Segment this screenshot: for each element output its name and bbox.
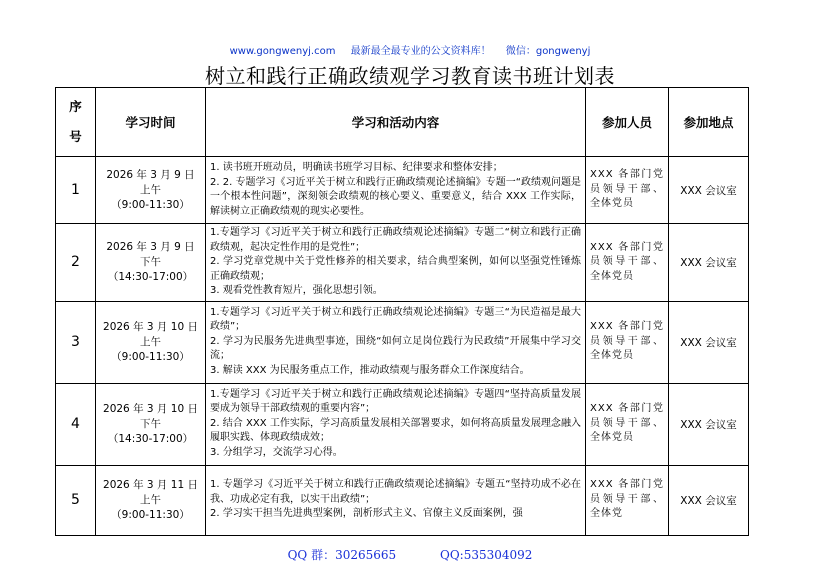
row-time-period: 上午 — [140, 183, 161, 196]
row-time-date: 2026 年 3 月 9 日 — [106, 240, 195, 253]
content-line: 2. 学习实干担当先进典型案例，剖析形式主义、官僚主义反面案例，强 — [210, 508, 523, 520]
row-participants: XXX 各部门党员领导干部、全体党员 — [586, 157, 669, 224]
qq-number: QQ:535304092 — [439, 548, 533, 562]
content-line: 1.专题学习《习近平关于树立和践行正确政绩观论述摘编》专题四“坚持高质量发展要成为领导干部政绩观的重要内容”； — [210, 388, 581, 415]
content-line: 1. 专题学习《习近平关于树立和践行正确政绩观论述摘编》专题五“坚持功成不必在我、功成必定有我，以实干出政绩”； — [210, 479, 581, 505]
content-line: 2. 2. 专题学习《习近平关于树立和践行正确政绩观论述摘编》专题一“政绩观问题是一个根本性问题”，深刻领会政绩观的核心要义、重要意义，结合 XXX 工作实际，解读树立正确政绩观的现实必要性。 — [210, 176, 581, 217]
row-time-hours: （14:30-17:00） — [107, 432, 194, 445]
table-row — [56, 465, 749, 535]
row-time-period: 上午 — [140, 493, 161, 506]
content-line: 1.专题学习《习近平关于树立和践行正确政绩观论述摘编》专题二“树立和践行正确政绩观，起决定性作用的是党性”； — [210, 227, 581, 253]
qq-group: QQ 群：30265665 — [287, 548, 397, 562]
row-content — [206, 383, 586, 465]
row-seq: 3 — [56, 301, 96, 383]
row-time-period: 上午 — [140, 335, 161, 348]
site-slogan: 最新最全最专业的公文资料库！ — [350, 46, 491, 57]
row-content — [206, 465, 586, 535]
row-participants: XXX 各部门党员领导干部、全体党 — [586, 465, 669, 535]
table-row — [56, 157, 749, 224]
wechat-id: 微信：gongwenyj — [505, 46, 591, 57]
table-row — [56, 301, 749, 383]
header-place: 参加地点 — [669, 88, 749, 157]
content-line: 3. 解读 XXX 为民服务重点工作，推动政绩观与服务群众工作深度结合。 — [210, 364, 530, 376]
header-content: 学习和活动内容 — [206, 88, 586, 157]
content-line: 1.专题学习《习近平关于树立和践行正确政绩观论述摘编》专题三“为民造福是最大政绩”； — [210, 306, 581, 333]
row-time-hours: （9:00-11:30） — [111, 198, 190, 211]
row-time-hours: （14:30-17:00） — [107, 270, 194, 283]
row-seq: 5 — [56, 465, 96, 535]
row-location: XXX 会议室 — [669, 383, 749, 465]
row-participants: XXX 各部门党员领导干部、全体党员 — [586, 301, 669, 383]
row-content — [206, 301, 586, 383]
row-time-hours: （9:00-11:30） — [111, 350, 190, 363]
table-row — [56, 224, 749, 302]
header-time: 学习时间 — [96, 88, 206, 157]
content-line: 2. 学习党章党规中关于党性修养的相关要求，结合典型案例，如何以坚强党性锤炼正确政绩观； — [210, 256, 581, 282]
row-location: XXX 会议室 — [669, 224, 749, 302]
table-row — [56, 383, 749, 465]
row-time — [96, 383, 206, 465]
row-participants: XXX 各部门党员领导干部、全体党员 — [586, 383, 669, 465]
page-footer — [0, 546, 820, 563]
row-content — [206, 157, 586, 224]
row-location: XXX 会议室 — [669, 157, 749, 224]
row-content — [206, 224, 586, 302]
row-time-date: 2026 年 3 月 10 日 — [103, 320, 198, 333]
row-time-hours: （9:00-11:30） — [111, 508, 190, 521]
row-time-date: 2026 年 3 月 10 日 — [103, 402, 198, 415]
row-seq: 2 — [56, 224, 96, 302]
table-header-row — [56, 88, 749, 157]
row-seq: 4 — [56, 383, 96, 465]
content-line: 2. 学习为民服务先进典型事迹，围绕“如何立足岗位践行为民政绩”开展集中学习交流； — [210, 335, 581, 362]
content-line: 3. 分组学习，交流学习心得。 — [210, 446, 343, 458]
row-seq: 1 — [56, 157, 96, 224]
site-url[interactable]: www.gongwenyj.com — [229, 46, 336, 57]
schedule-table — [55, 87, 749, 536]
content-line: 1. 读书班开班动员，明确读书班学习目标、纪律要求和整体安排； — [210, 162, 503, 173]
row-participants: XXX 各部门党员领导干部、全体党员 — [586, 224, 669, 302]
row-time-period: 下午 — [140, 255, 161, 268]
row-time-date: 2026 年 3 月 9 日 — [106, 168, 195, 181]
content-line: 3. 观看党性教育短片，强化思想引领。 — [210, 285, 383, 296]
row-time — [96, 301, 206, 383]
row-location: XXX 会议室 — [669, 301, 749, 383]
row-time-period: 下午 — [140, 417, 161, 430]
header-seq: 序 号 — [56, 88, 96, 157]
row-time-date: 2026 年 3 月 11 日 — [103, 478, 198, 491]
row-time — [96, 465, 206, 535]
row-time — [96, 157, 206, 224]
header-people: 参加人员 — [586, 88, 669, 157]
document-title: 树立和践行正确政绩观学习教育读书班计划表 — [205, 64, 615, 88]
row-location: XXX 会议室 — [669, 465, 749, 535]
row-time — [96, 224, 206, 302]
content-line: 2. 结合 XXX 工作实际，学习高质量发展相关部署要求，如何将高质量发展理念融入履职实践、体现政绩成效； — [210, 417, 581, 444]
